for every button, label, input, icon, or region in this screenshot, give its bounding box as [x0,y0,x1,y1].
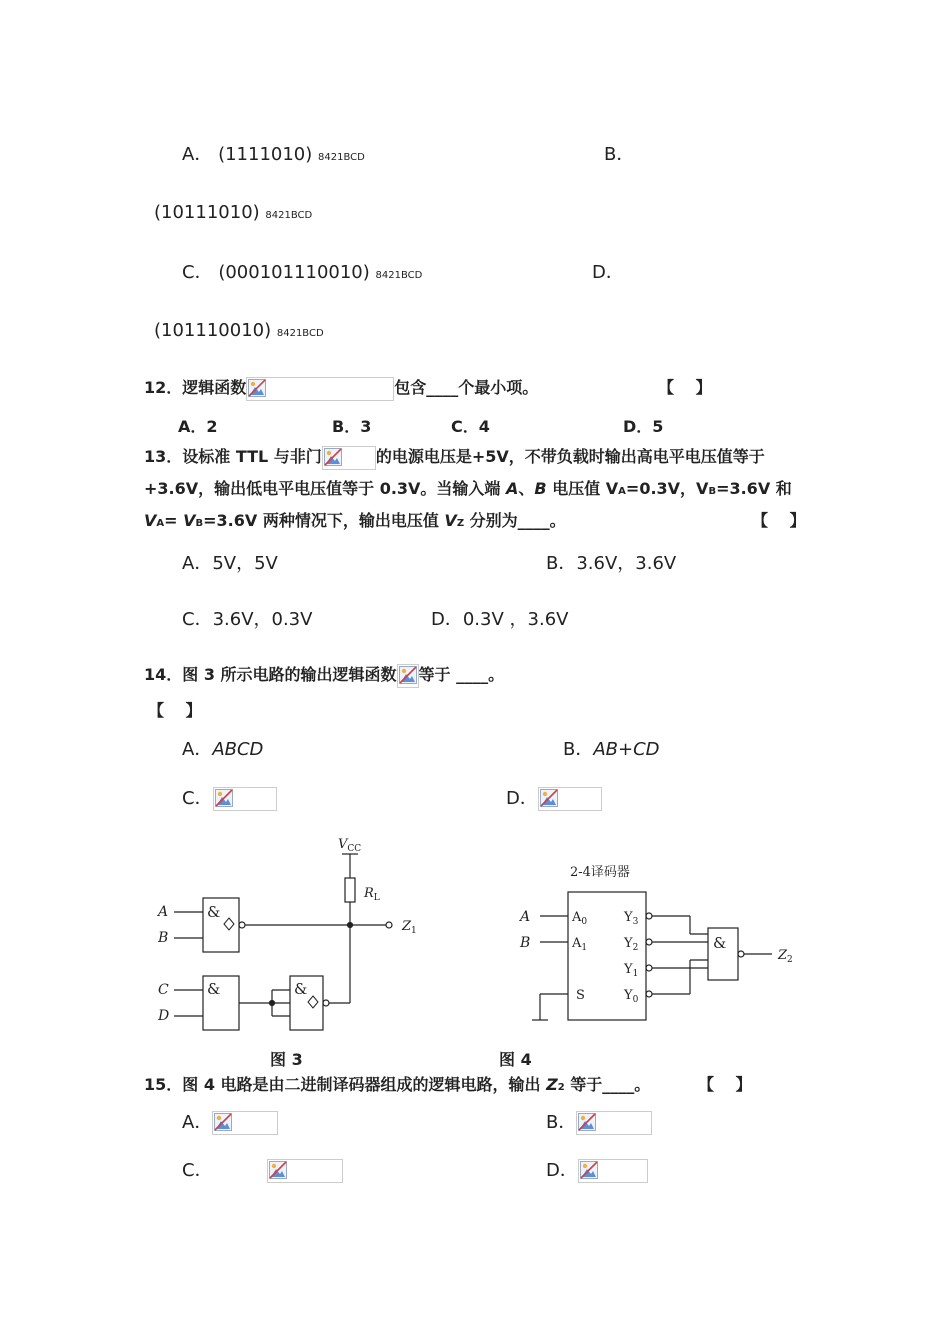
broken-image-icon [399,666,417,684]
q13-option-b: B．3.6V，3.6V [546,553,677,574]
vcc-label: $V_{CC}$ [338,837,362,854]
pin-y3: $Y_3$ [624,910,639,927]
decoder-title: 2-4译码器 [570,865,630,880]
formula-image [578,1159,648,1183]
broken-image-icon [269,1161,287,1179]
prev-option-b-label: B． [604,144,635,165]
pin-y0: $Y_0$ [624,988,639,1005]
prev-option-a: A． (1111010) 8421BCD [182,144,365,165]
q12-bracket: 【 】 [658,378,712,397]
q14-option-c: C． [182,784,277,811]
input-a-label: A [520,909,531,925]
q13-option-a: A．5V，5V [182,553,278,574]
input-a-label: A [158,904,169,920]
q15-option-b: B． [546,1108,652,1135]
pin-s: S [576,988,585,1003]
q13-option-c: C．3.6V，0.3V [182,609,313,630]
prev-option-d-label: D． [592,262,624,283]
q12-option-d: D．5 [623,417,664,436]
broken-image-icon [214,1113,232,1131]
q15-option-d: D． [546,1156,648,1183]
pin-a1: $A_1$ [572,936,588,953]
z1-label: $Z_1$ [402,919,417,936]
question-12: 12．逻辑函数 包含____个最小项。 [144,375,538,401]
question-15: 15．图 4 电路是由二进制译码器组成的逻辑电路，输出 Z2 等于____。 [144,1075,651,1094]
formula-image [213,787,277,811]
q14-option-b: B．AB+CD [563,739,660,760]
pin-y1: $Y_1$ [624,962,639,979]
prev-option-b-value: (10111010) 8421BCD [154,202,313,223]
broken-image-icon [324,448,342,466]
broken-image-icon [578,1113,596,1131]
gate-symbol: & [713,934,727,952]
input-b-label: B [158,930,169,946]
broken-image-icon [248,379,266,397]
input-d-label: D [158,1008,170,1024]
q12-option-c: C．4 [451,417,490,436]
z2-label: $Z_2$ [778,948,793,965]
question-14: 14．图 3 所示电路的输出逻辑函数 等于 ____。 [144,662,504,688]
q12-option-a: A．2 [178,417,218,436]
formula-image [212,1111,278,1135]
question-13-line3: VA= VB=3.6V 两种情况下，输出电压值 VZ 分别为____。 [144,511,566,530]
input-b-label: B [520,935,531,951]
gate-3-symbol: & [294,980,308,998]
q15-bracket: 【 】 [698,1075,752,1094]
q12-option-b: B．3 [332,417,372,436]
prev-option-c: C． (000101110010) 8421BCD [182,262,423,283]
formula-image [397,664,419,688]
q14-option-d: D． [506,784,602,811]
q15-option-a: A． [182,1108,278,1135]
gate-2-symbol: & [207,980,221,998]
resistor-rl [345,878,355,902]
q15-option-c: C． [182,1156,343,1183]
formula-image [246,377,394,401]
q14-bracket: 【 】 [148,701,202,720]
question-13-line1: 13．设标准 TTL 与非门 的电源电压是+5V，不带负载时输出高电平电压值等于 [144,444,765,470]
broken-image-icon [540,789,558,807]
rl-label: $R_L$ [364,886,380,903]
input-c-label: C [158,982,169,998]
q13-bracket: 【 】 [752,511,806,530]
q14-option-a: A．ABCD [182,739,264,760]
figure-4-circuit [510,860,800,1030]
figure-3-circuit [150,830,440,1040]
formula-image [267,1159,343,1183]
formula-image [538,787,602,811]
question-13-line2: +3.6V，输出低电平电压值等于 0.3V。当输入端 A、B 电压值 VA=0.3V，VB=3.6V 和 [144,479,792,498]
pin-a0: $A_0$ [572,910,588,927]
q13-option-d: D．0.3V ，3.6V [431,609,569,630]
gate-1-symbol: & [207,903,221,921]
figure-3-caption: 图 3 [270,1050,303,1069]
pin-y2: $Y_2$ [624,936,639,953]
broken-image-icon [215,789,233,807]
formula-image [322,446,376,470]
broken-image-icon [580,1161,598,1179]
formula-image [576,1111,652,1135]
figure-4-caption: 图 4 [499,1050,532,1069]
prev-option-d-value: (101110010) 8421BCD [154,320,324,341]
